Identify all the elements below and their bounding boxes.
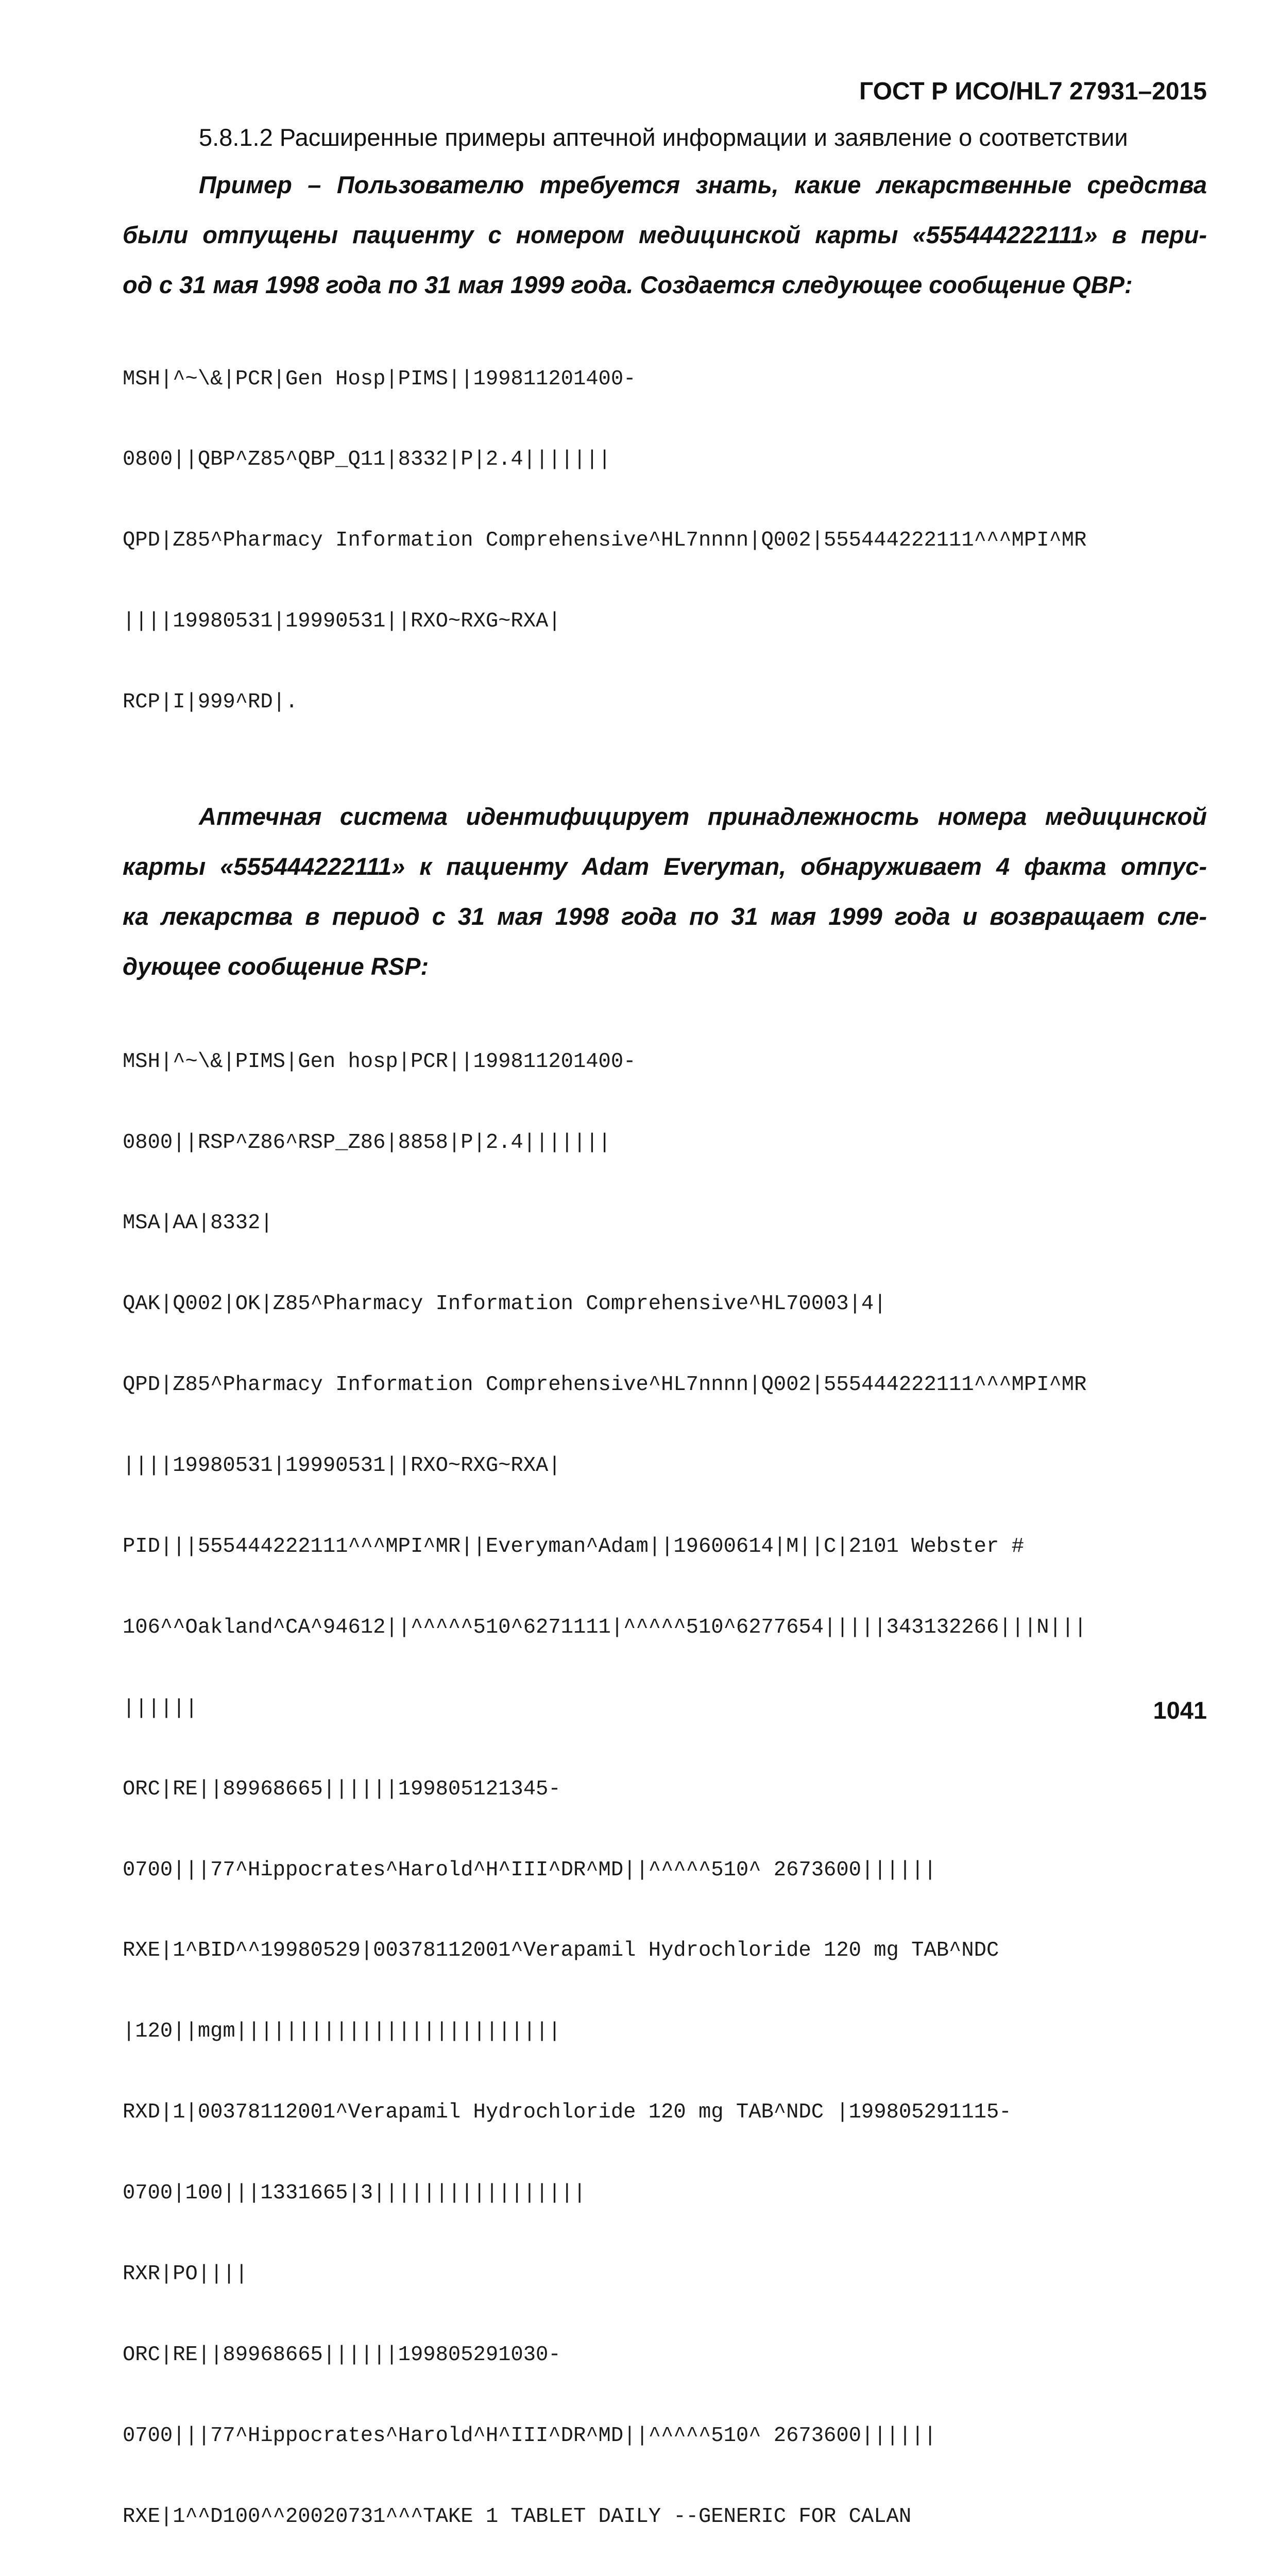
code-line: MSH|^~\&|PIMS|Gen hosp|PCR||199811201400- [123,1049,636,1074]
code-line: 0800||RSP^Z86^RSP_Z86|8858|P|2.4||||||| [123,1130,611,1155]
response-line: Аптечная система идентифицирует принадлежность номера медицинской [199,803,1207,831]
code-line: 0700|||77^Hippocrates^Harold^H^III^DR^MD||^^^^^510^ 2673600|||||| [123,1858,936,1882]
code-line: 0700|100|||1331665|3||||||||||||||||| [123,2181,586,2206]
qbp-message-block [123,312,1207,770]
code-line: ORC|RE||89968665||||||199805291030- [123,2343,561,2367]
page-number: 1041 [1153,1697,1207,1724]
page-content [123,120,1207,2576]
example-paragraph [123,160,1207,310]
response-line: карты «555444222111» к пациенту Adam Everyman, обнаруживает 4 факта отпус- [123,853,1207,880]
code-line: QAK|Q002|OK|Z85^Pharmacy Information Comprehensive^HL70003|4| [123,1292,887,1316]
code-line: RCP|I|999^RD|. [123,690,298,715]
example-line: Пример – Пользователю требуется знать, какие лекарственные средства [199,171,1207,198]
code-line: ||||19980531|19990531||RXO~RXG~RXA| [123,1454,561,1478]
code-line: |120||mgm|||||||||||||||||||||||||| [123,2020,561,2044]
code-line: RXE|1^^D100^^20020731^^^TAKE 1 TABLET DAILY --GENERIC FOR CALAN [123,2504,912,2529]
code-line: RXR|PO|||| [123,2262,248,2286]
code-line: 106^^Oakland^CA^94612||^^^^^510^6271111|^^^^^510^6277654|||||343132266|||N||| [123,1615,1087,1639]
section-heading: 5.8.1.2 Расширенные примеры аптечной информации и заявление о соответствии [199,124,1128,151]
code-line: MSH|^~\&|PCR|Gen Hosp|PIMS||199811201400- [123,367,636,391]
response-paragraph [123,791,1207,991]
response-line: дующее сообщение RSP: [123,953,429,980]
document-standard-header: ГОСТ Р ИСО/HL7 27931–2015 [859,78,1207,105]
example-line: были отпущены пациенту с номером медицинской карты «555444222111» в пери- [123,221,1207,248]
code-line: MSA|AA|8332| [123,1211,273,1235]
code-line: RXE|1^BID^^19980529|00378112001^Verapamil Hydrochloride 120 mg TAB^NDC [123,1939,999,1963]
code-line: 0700|||77^Hippocrates^Harold^H^III^DR^MD||^^^^^510^ 2673600|||||| [123,2424,936,2448]
example-line: од с 31 мая 1998 года по 31 мая 1999 года. Создается следующее сообщение QBP: [123,271,1133,298]
code-line: 0800||QBP^Z85^QBP_Q11|8332|P|2.4||||||| [123,448,611,472]
code-line: RXD|1|00378112001^Verapamil Hydrochloride 120 mg TAB^NDC |199805291115- [123,2100,1012,2125]
code-line: QPD|Z85^Pharmacy Information Comprehensive^HL7nnnn|Q002|555444222111^^^MPI^MR [123,529,1087,553]
code-line: |||||| [123,1696,198,1720]
code-line: QPD|Z85^Pharmacy Information Comprehensive^HL7nnnn|Q002|555444222111^^^MPI^MR [123,1373,1087,1397]
code-line: PID|||555444222111^^^MPI^MR||Everyman^Adam||19600614|M||C|2101 Webster # [123,1534,1024,1558]
code-line: ORC|RE||89968665||||||199805121345- [123,1777,561,1801]
response-line: ка лекарства в период с 31 мая 1998 года по 31 мая 1999 года и возвращает сле- [123,903,1207,930]
rsp-message-block [123,994,1207,2576]
code-line: ||||19980531|19990531||RXO~RXG~RXA| [123,609,561,634]
